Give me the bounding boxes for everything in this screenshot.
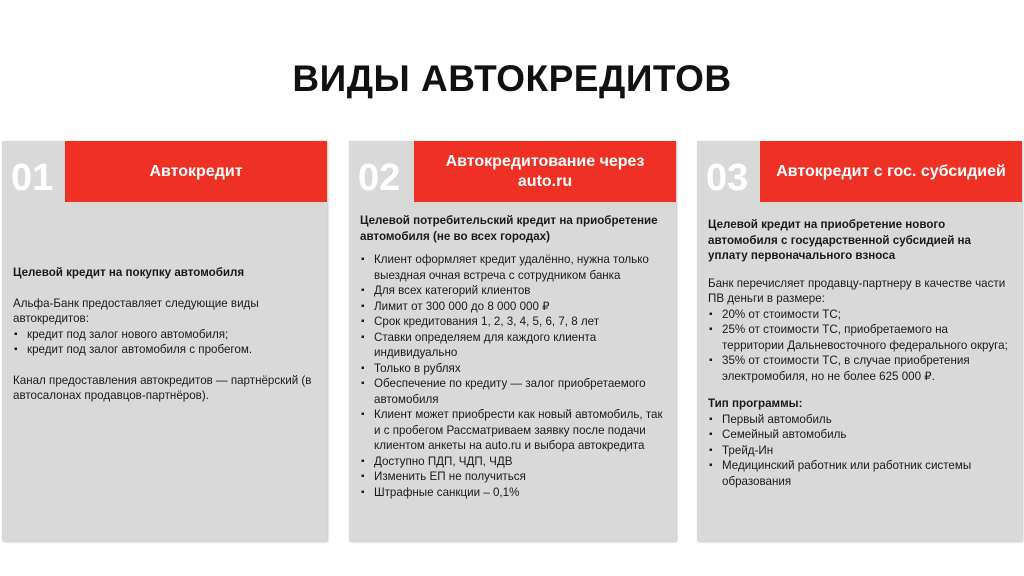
list-item: ▪ 35% от стоимости ТС, в случае приобретения электромобиля, но не более 625 000 ₽. [708,353,1013,384]
card-autocredit [2,141,327,541]
list-item: ▪ кредит под залог нового автомобиля; [13,327,318,343]
list-item: ▪ Только в рублях [360,361,670,377]
card-subsidy [697,141,1022,541]
card-channel: Канал предоставления автокредитов — партнёрский (в автосалонах продавцов-партнёров). [13,373,312,402]
list-item: ▪ Штрафные санкции – 0,1% [360,485,670,501]
card-header: Автокредит с гос. субсидией [760,141,1022,202]
card-subtitle: Целевой потребительский кредит на приобретение автомобиля (не во всех городах) [360,214,658,243]
card-header: Автокредит [65,141,327,202]
card-list [13,327,318,358]
list-item: ▪ кредит под залог автомобиля с пробегом. [13,342,318,358]
card-subtitle: Целевой кредит на покупку автомобиля [13,266,245,279]
card-number: 03 [706,157,749,199]
list-item: ▪ 25% от стоимости ТС, приобретаемого на территории Дальневосточного федерального округа; [708,322,1013,353]
card-intro: Альфа-Банк предоставляет следующие виды автокредитов: [13,296,259,325]
list-item: ▪ Для всех категорий клиентов [360,283,670,299]
card-header: Автокредитование через auto.ru [414,141,676,202]
card-body [708,217,1013,489]
card-intro: Банк перечисляет продавцу-партнеру в качестве части ПВ деньги в размере: [708,276,1006,305]
card-subtitle: Целевой кредит на приобретение нового автомобиля с государственной субсидией на уплату первоначального взноса [708,218,971,262]
card-body [360,213,670,500]
list-item: ▪ Клиент может приобрести как новый автомобиль, так и с пробегом Рассматриваем заявку после подачи клиентом анкеты на auto.ru и выбора автокредита [360,407,670,454]
card-autoru [349,141,676,541]
list-item: ▪ Первый автомобиль [708,412,1013,428]
list-item: ▪ Лимит от 300 000 до 8 000 000 ₽ [360,299,670,315]
list-item: ▪ Срок кредитования 1, 2, 3, 4, 5, 6, 7, 8 лет [360,314,670,330]
list-item: ▪ 20% от стоимости ТС; [708,307,1013,323]
page-title: ВИДЫ АВТОКРЕДИТОВ [292,58,732,99]
card-number: 02 [358,157,401,199]
program-list [708,412,1013,490]
list-item: ▪ Ставки определяем для каждого клиента индивидуально [360,330,670,361]
card-body [13,265,318,404]
list-item: ▪ Семейный автомобиль [708,427,1013,443]
list-item: ▪ Трейд-Ин [708,443,1013,459]
list-item: ▪ Клиент оформляет кредит удалённо, нужна только выездная очная встреча с сотрудником банка [360,252,670,283]
list-item: ▪ Медицинский работник или работник системы образования [708,458,1013,489]
card-number: 01 [11,157,54,199]
card-list [360,252,670,500]
list-item: ▪ Обеспечение по кредиту — залог приобретаемого автомобиля [360,376,670,407]
card-list [708,307,1013,385]
list-item: ▪ Изменить ЕП не получиться [360,469,670,485]
list-item: ▪ Доступно ПДП, ЧДП, ЧДВ [360,454,670,470]
program-label: Тип программы: [708,397,803,410]
